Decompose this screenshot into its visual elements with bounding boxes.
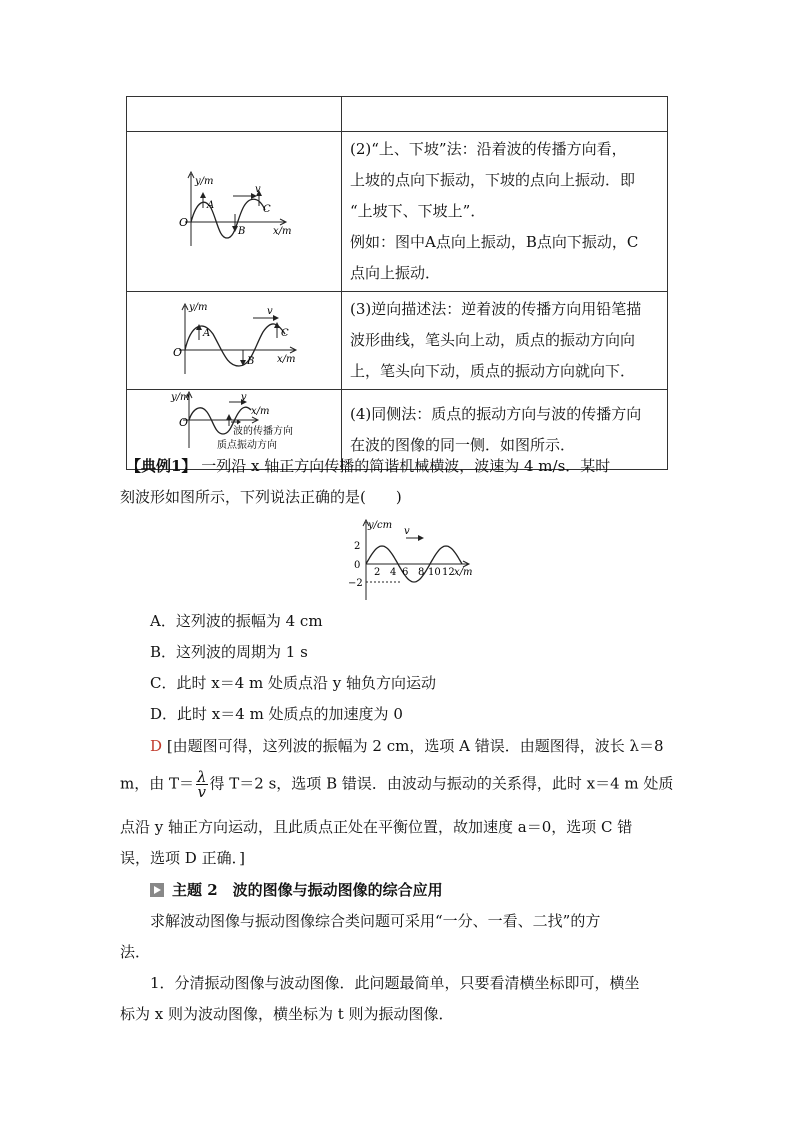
point-1-line-1: 1．分清振动图像与波动图像．此问题最简单，只要看清横坐标即可，横坐 bbox=[150, 974, 640, 992]
figure-cell bbox=[127, 132, 342, 292]
table-row bbox=[127, 292, 668, 390]
theme-2-title: 主题 2 波的图像与振动图像的综合应用 bbox=[172, 881, 443, 899]
velocity-label: v bbox=[267, 305, 273, 317]
example-stem-text: 一列沿 x 轴正方向传播的简谐机械横波，波速为 4 m/s．某时 bbox=[201, 457, 611, 475]
velocity-label: v bbox=[404, 526, 410, 537]
origin-label: O bbox=[179, 416, 189, 429]
table-cell-empty bbox=[342, 97, 668, 132]
solution-line-1 bbox=[150, 736, 664, 756]
text-line: 点向上振动． bbox=[350, 264, 441, 282]
y-tick-label: 0 bbox=[354, 560, 361, 571]
x-tick-label: 6 bbox=[402, 567, 409, 578]
point-b-label: B bbox=[247, 355, 255, 367]
figure-cell bbox=[127, 292, 342, 390]
x-axis-label: x/m bbox=[273, 225, 292, 237]
example-label: 【典例1】 bbox=[126, 457, 197, 475]
text-line: 上，笔头向下动，质点的振动方向就向下． bbox=[350, 362, 636, 380]
answer-letter: D bbox=[150, 737, 163, 755]
solution-text: [由题图可得，这列波的振幅为 2 cm，选项 A 错误．由题图得，波长 λ＝8 bbox=[166, 737, 664, 755]
x-axis-label: x/m bbox=[251, 406, 270, 417]
velocity-label: v bbox=[255, 183, 261, 195]
point-a-label: A bbox=[207, 199, 215, 211]
option-b: B．这列波的周期为 1 s bbox=[150, 643, 308, 661]
example-wave-chart bbox=[340, 518, 480, 602]
y-axis-label: y/m bbox=[171, 392, 190, 403]
point-a-label: A bbox=[203, 327, 211, 339]
point-c-label: C bbox=[281, 327, 289, 339]
option-d: D．此时 x＝4 m 处质点的加速度为 0 bbox=[150, 705, 403, 723]
wave-direction-label: 波的传播方向 bbox=[233, 426, 293, 437]
origin-label: O bbox=[179, 215, 189, 229]
solution-line-3: 点沿 y 轴正方向运动，且此质点正处在平衡位置，故加速度 a＝0，选项 C 错 bbox=[120, 818, 633, 836]
theme-2-heading bbox=[150, 880, 443, 900]
text-line: (2)“上、下坡”法：沿着波的传播方向看， bbox=[350, 140, 627, 158]
velocity-label: v bbox=[241, 392, 247, 403]
play-triangle-icon bbox=[150, 883, 164, 897]
origin-label: O bbox=[173, 345, 183, 359]
wave-curve bbox=[191, 199, 265, 238]
wave-curve bbox=[185, 323, 285, 365]
fraction-numerator: λ bbox=[197, 768, 207, 786]
methods-table bbox=[126, 96, 668, 470]
point-c-label: C bbox=[263, 203, 271, 215]
y-axis-label: y/m bbox=[189, 301, 208, 313]
table-row bbox=[127, 97, 668, 132]
example-stem-line-1 bbox=[126, 456, 610, 476]
theme-2-intro-line-1: 求解波动图像与振动图像综合类问题可采用“一分、一看、二找”的方 bbox=[150, 912, 601, 930]
x-axis-label: x/m bbox=[454, 567, 473, 578]
text-line: 例如：图中A点向上振动，B点向下振动，C bbox=[350, 233, 639, 251]
point-1-line-2: 标为 x 则为波动图像，横坐标为 t 则为振动图像． bbox=[120, 1005, 454, 1023]
lambda-over-v-fraction bbox=[196, 770, 208, 799]
text-line: 在波的图像的同一侧．如图所示． bbox=[350, 435, 576, 454]
table-cell-empty bbox=[127, 97, 342, 132]
x-tick-label: 8 bbox=[418, 567, 425, 578]
solution-line-2 bbox=[120, 770, 673, 799]
example-stem-line-2: 刻波形如图所示，下列说法正确的是( ) bbox=[120, 488, 402, 506]
reverse-tracing-wave-figure bbox=[127, 294, 341, 384]
method-3-text bbox=[342, 292, 668, 390]
x-tick-label: 10 bbox=[428, 567, 441, 578]
option-c: C．此时 x＝4 m 处质点沿 y 轴负方向运动 bbox=[150, 674, 437, 692]
x-tick-label: 4 bbox=[390, 567, 397, 578]
method-2-text bbox=[342, 132, 668, 292]
text-line: (3)逆向描述法：逆着波的传播方向用铅笔描 bbox=[350, 300, 642, 318]
uphill-downhill-wave-figure bbox=[127, 134, 341, 286]
same-side-wave-figure bbox=[127, 390, 341, 465]
text-line: 上坡的点向下振动，下坡的点向上振动．即 bbox=[350, 171, 636, 189]
x-tick-label: 2 bbox=[374, 567, 381, 578]
solution-text: 得 T＝2 s，选项 B 错误．由波动与振动的关系得，此时 x＝4 m 处质 bbox=[209, 774, 674, 793]
option-a: A．这列波的振幅为 4 cm bbox=[150, 612, 323, 630]
y-axis-label: y/cm bbox=[368, 520, 393, 531]
fraction-denominator: v bbox=[197, 783, 206, 801]
text-line: (4)同侧法：质点的振动方向与波的传播方向 bbox=[350, 404, 642, 423]
solution-text: m，由 T＝ bbox=[120, 774, 194, 793]
solution-line-4: 误，选项 D 正确．] bbox=[120, 849, 245, 867]
x-tick-label: 12 bbox=[442, 567, 455, 578]
text-line: 波形曲线，笔头向上动，质点的振动方向向 bbox=[350, 331, 636, 349]
text-line: “上坡下、下坡上”． bbox=[350, 202, 486, 220]
theme-2-intro-line-2: 法． bbox=[120, 943, 151, 961]
y-tick-label: 2 bbox=[354, 541, 361, 552]
point-b-label: B bbox=[238, 225, 246, 237]
y-tick-label: −2 bbox=[348, 578, 363, 589]
y-axis-label: y/m bbox=[195, 175, 214, 187]
particle-direction-label: 质点振动方向 bbox=[217, 440, 277, 451]
table-row bbox=[127, 132, 668, 292]
x-axis-label: x/m bbox=[277, 353, 296, 365]
